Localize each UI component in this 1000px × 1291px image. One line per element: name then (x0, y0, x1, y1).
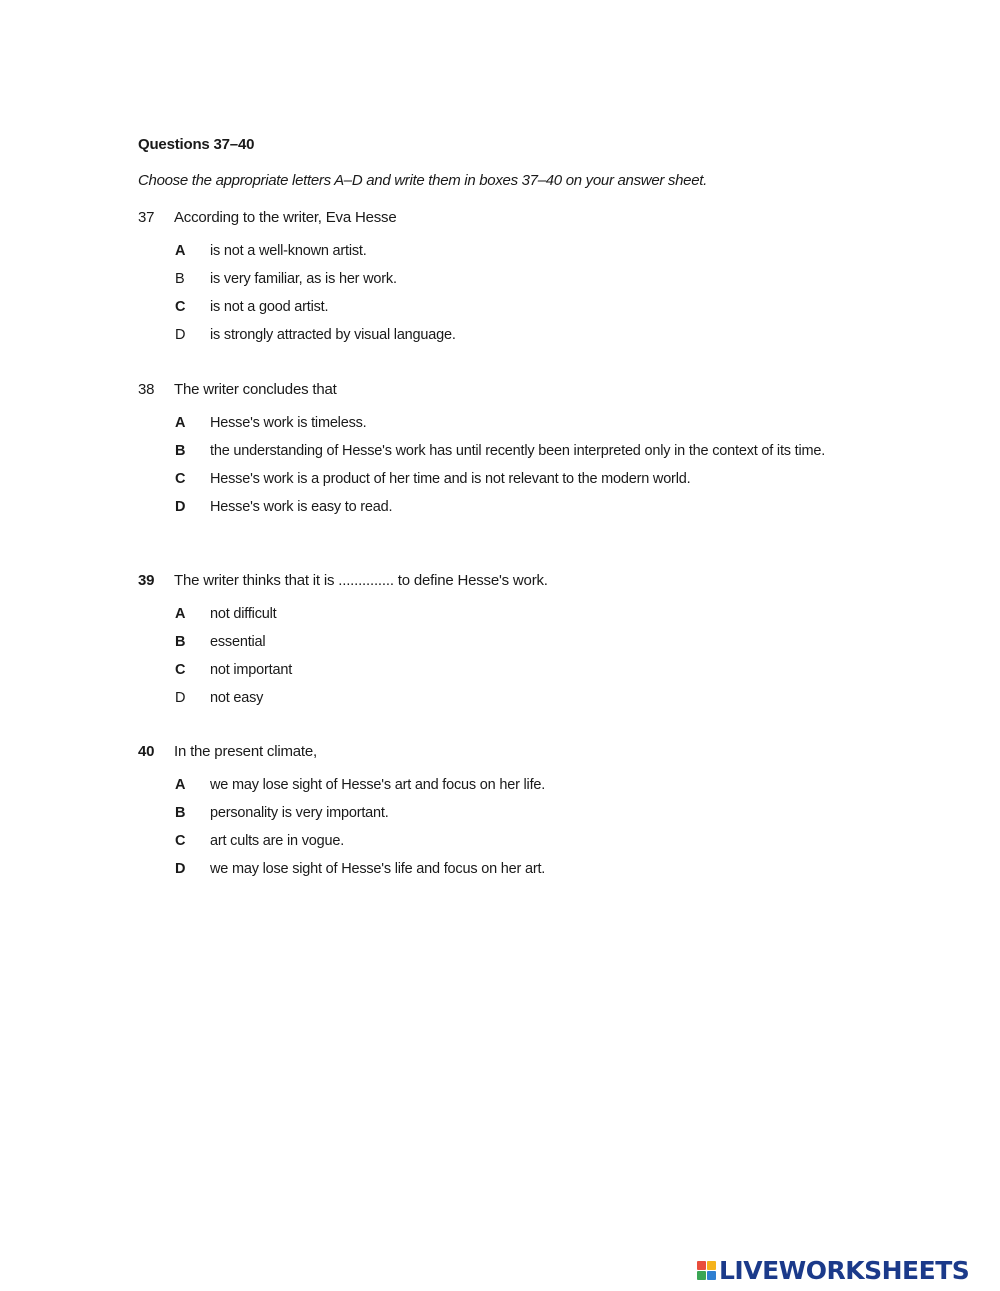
option-text: is not a well-known artist. (210, 243, 367, 259)
option-text: we may lose sight of Hesse's life and focus on her art. (210, 861, 546, 877)
option-letter: D (175, 327, 186, 343)
logo-square-red (697, 1261, 706, 1270)
option-letter: C (175, 833, 186, 849)
option-letter: D (175, 690, 186, 706)
option-letter: A (175, 415, 186, 431)
option-a (138, 414, 838, 432)
question-stem: In the present climate, (174, 743, 317, 760)
option-letter: A (175, 243, 186, 259)
page-title: Questions 37–40 (138, 136, 255, 153)
option-text: personality is very important. (210, 805, 389, 821)
logo-mark-icon (697, 1261, 716, 1280)
logo-square-green (697, 1271, 706, 1280)
option-c (138, 470, 838, 488)
question-number: 40 (138, 743, 155, 760)
logo-square-blue (707, 1271, 716, 1280)
logo-text: LIVEWORKSHEETS (719, 1255, 970, 1285)
option-letter: B (175, 443, 186, 459)
option-letter: D (175, 861, 186, 877)
option-text: essential (210, 634, 266, 650)
option-text: is strongly attracted by visual language. (210, 327, 456, 343)
question-37 (138, 209, 838, 344)
option-d (138, 326, 838, 344)
question-stem: According to the writer, Eva Hesse (174, 209, 397, 226)
option-c (138, 661, 838, 679)
option-text: Hesse's work is a product of her time and is not relevant to the modern world. (210, 471, 691, 487)
option-text: not easy (210, 690, 264, 706)
instructions: Choose the appropriate letters A–D and write them in boxes 37–40 on your answer sheet. (138, 172, 707, 189)
option-letter: B (175, 634, 186, 650)
option-c (138, 832, 838, 850)
option-a (138, 605, 838, 623)
option-b (138, 633, 838, 651)
question-stem: The writer thinks that it is .............. to define Hesse's work. (174, 572, 548, 589)
question-stem: The writer concludes that (174, 381, 337, 398)
option-text: is not a good artist. (210, 299, 329, 315)
option-letter: C (175, 471, 186, 487)
option-letter: B (175, 271, 185, 287)
option-d (138, 498, 838, 516)
option-letter: A (175, 606, 186, 622)
option-text: Hesse's work is easy to read. (210, 499, 393, 515)
option-b (138, 442, 838, 460)
option-letter: A (175, 777, 186, 793)
question-40 (138, 743, 838, 878)
option-text: Hesse's work is timeless. (210, 415, 367, 431)
logo-square-yellow (707, 1261, 716, 1270)
option-text: not difficult (210, 606, 277, 622)
option-text: the understanding of Hesse's work has until recently been interpreted only in the context of its time. (210, 443, 826, 459)
question-39 (138, 572, 838, 707)
option-d (138, 689, 838, 707)
question-38 (138, 381, 838, 516)
question-number: 37 (138, 209, 155, 226)
option-text: we may lose sight of Hesse's art and focus on her life. (210, 777, 546, 793)
option-c (138, 298, 838, 316)
option-letter: B (175, 805, 186, 821)
liveworksheets-logo[interactable] (697, 1256, 969, 1284)
option-b (138, 270, 838, 288)
option-text: art cults are in vogue. (210, 833, 345, 849)
option-letter: C (175, 299, 186, 315)
option-a (138, 242, 838, 260)
option-text: not important (210, 662, 293, 678)
option-letter: C (175, 662, 186, 678)
question-number: 39 (138, 572, 155, 589)
option-d (138, 860, 838, 878)
option-text: is very familiar, as is her work. (210, 271, 397, 287)
question-number: 38 (138, 381, 155, 398)
option-b (138, 804, 838, 822)
option-letter: D (175, 499, 186, 515)
option-a (138, 776, 838, 794)
